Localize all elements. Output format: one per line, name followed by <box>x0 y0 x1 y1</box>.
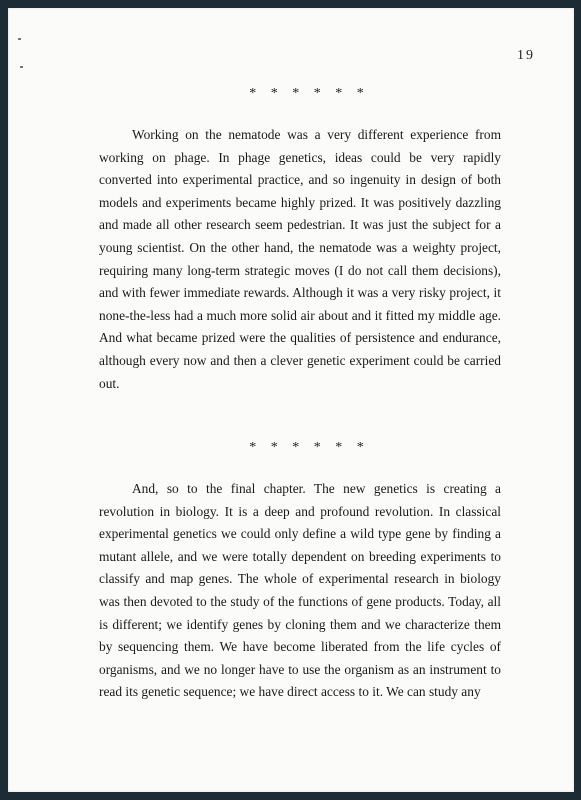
scan-speck <box>18 38 21 40</box>
page-number: 19 <box>517 48 535 63</box>
document-page <box>8 8 574 792</box>
section-separator: * * * * * * <box>249 440 365 455</box>
paragraph-final-chapter: And, so to the final chapter. The new genetics is creating a revolution in biology. It is a deep and profound revolution. In classical experimental genetics we could only define a wild type gene by finding a mutant allele, and we were totally dependent on breeding experiments to classify and map genes. The whole of experimental research in biology was then devoted to the study of the functions of gene products. Today, all is different; we identify genes by cloning them and we characterize them by sequencing them. We have become liberated from the life cycles of organisms, and we no longer have to use the organism as an instrument to read its genetic sequence; we have direct access to it. We can study any <box>99 481 501 700</box>
section-separator: * * * * * * <box>249 86 365 101</box>
paragraph-nematode: Working on the nematode was a very different experience from working on phage. In phage genetics, ideas could be very rapidly converted into experimental practice, and so ingenuity in design of both models and experiments became highly prized. It was positively dazzling and made all other research seem pedestrian. It was just the subject for a young scientist. On the other hand, the nematode was a weighty project, requiring many long-term strategic moves (I do not call them decisions), and with fewer immediate rewards. Although it was a very risky project, it none-the-less had a much more solid air about and it fitted my middle age. And what became prized were the qualities of persistence and endurance, although every now and then a clever genetic experiment could be carried out. <box>99 127 501 391</box>
scan-speck <box>20 66 23 68</box>
